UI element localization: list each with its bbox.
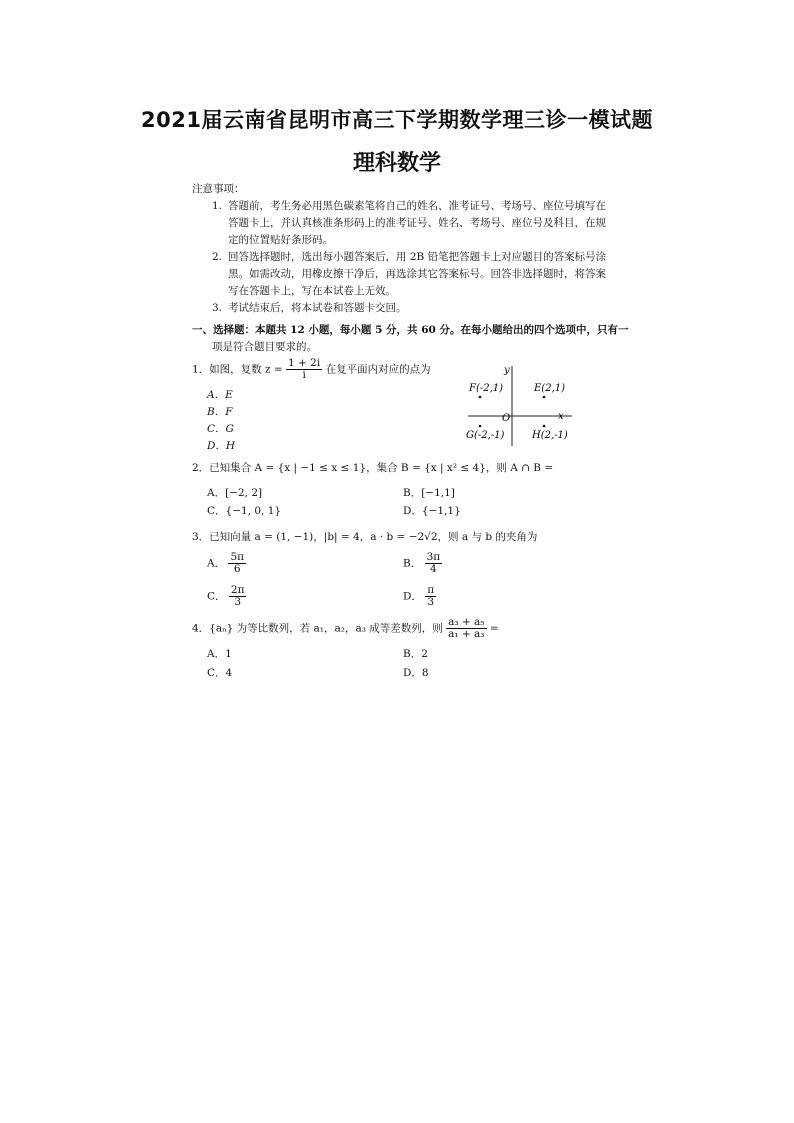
q1-fraction [286, 358, 322, 381]
q3-option-letter: A． [207, 557, 226, 570]
point-label-g: G(-2,-1) [466, 430, 505, 441]
note-line: 定的位置贴好条形码。 [228, 234, 333, 246]
q4-denominator: a₁ + a₃ [448, 628, 485, 640]
q3-option-b [403, 552, 442, 575]
question-4 [192, 617, 499, 640]
point-dot-1 [543, 396, 546, 399]
q4-prefix: 4．{aₙ} 为等比数列，若 a₁，a₂，a₃ 成等差数列，则 [192, 622, 443, 635]
note-line: 写在答题卡上，写在本试卷上无效。 [228, 285, 396, 297]
q3-b-num: 3π [426, 551, 441, 563]
y-axis-label: y [504, 365, 510, 376]
page-title: 2021届云南省昆明市高三下学期数学理三诊一模试题 [141, 108, 653, 132]
q3-a-den: 6 [233, 563, 241, 575]
point-dot-0 [479, 396, 482, 399]
question-2: 2．已知集合 A = {x | −1 ≤ x ≤ 1}，集合 B = {x | x² ≤ 4}，则 A ∩ B = [192, 462, 554, 474]
note-item-3 [212, 300, 612, 317]
note-number: 2. [212, 251, 223, 263]
q1-option-a: A．E [207, 389, 233, 401]
point-dot-3 [543, 425, 546, 428]
point-label-f: F(-2,1) [469, 383, 504, 394]
note-line: 答题前，考生务必用黑色碳素笔将自己的姓名、准考证号、考场号、座位号填写在 [228, 200, 606, 212]
note-number: 1. [212, 200, 223, 212]
point-dot-2 [479, 425, 482, 428]
note-line: 黑。如需改动，用橡皮擦干净后，再选涂其它答案标号。回答非选择题时，将答案 [228, 268, 606, 280]
q3-d-den: 3 [427, 596, 435, 608]
q2-option-a: A．[−2, 2] [207, 487, 263, 499]
point-label-e: E(2,1) [534, 383, 566, 394]
q4-option-a: A．1 [207, 648, 232, 660]
section-heading-cont: 项是符合题目要求的。 [212, 341, 317, 353]
x-axis-label: x [558, 411, 564, 422]
note-item-1 [212, 198, 612, 249]
q1-option-d: D．H [207, 440, 236, 452]
page-subtitle: 理科数学 [352, 150, 441, 176]
q4-option-d: D．8 [403, 667, 429, 679]
q4-numerator: a₃ + a₅ [448, 616, 485, 628]
q1-option-b: B．F [207, 406, 233, 418]
q2-option-b: B．[−1,1] [403, 487, 455, 499]
q3-option-c [207, 585, 246, 608]
q4-option-b: B．2 [403, 648, 428, 660]
q3-d-num: π [427, 584, 435, 596]
q2-option-c: C．{−1, 0, 1} [207, 505, 282, 517]
note-line: 回答选择题时，选出每小题答案后，用 2B 铅笔把答题卡上对应题目的答案标号涂 [228, 251, 607, 263]
q3-b-den: 4 [430, 563, 437, 575]
q3-option-d [403, 585, 436, 608]
q1-suffix: 在复平面内对应的点为 [325, 363, 431, 376]
point-label-h: H(2,-1) [532, 430, 568, 441]
question-3: 3．已知向量 a = (1, −1)，|b| = 4，a · b = −2√2，则 a 与 b 的夹角为 [192, 531, 538, 543]
q1-numerator: 1 + 2i [288, 357, 321, 369]
q3-c-den: 3 [234, 596, 242, 608]
q1-prefix: 1．如图，复数 z = [192, 363, 283, 376]
q3-c-num: 2π [230, 584, 245, 596]
section-heading: 一、选择题：本题共 12 小题，每小题 5 分，共 60 分。在每小题给出的四个选项中，只有一 [192, 324, 629, 336]
q3-option-a [207, 552, 246, 575]
note-line: 考试结束后，将本试卷和答题卡交回。 [228, 302, 407, 314]
q1-denominator: i [302, 369, 306, 381]
q3-a-num: 5π [230, 551, 245, 563]
question-1 [192, 358, 431, 381]
notes-heading: 注意事项： [192, 183, 245, 195]
q4-option-c: C．4 [207, 667, 233, 679]
origin-label: O [502, 413, 511, 424]
q3-option-letter: D． [403, 590, 422, 603]
q4-suffix: = [489, 622, 499, 635]
q1-option-c: C．G [207, 423, 234, 435]
q2-option-d: D．{−1,1} [403, 505, 461, 517]
note-item-2 [212, 249, 612, 300]
q3-option-letter: B． [403, 557, 422, 570]
q3-option-letter: C． [207, 590, 226, 603]
note-line: 答题卡上，并认真核准条形码上的准考证号、姓名、考场号、座位号及科目，在规 [228, 217, 606, 229]
complex-plane-figure [462, 364, 582, 448]
note-number: 3. [212, 302, 223, 314]
